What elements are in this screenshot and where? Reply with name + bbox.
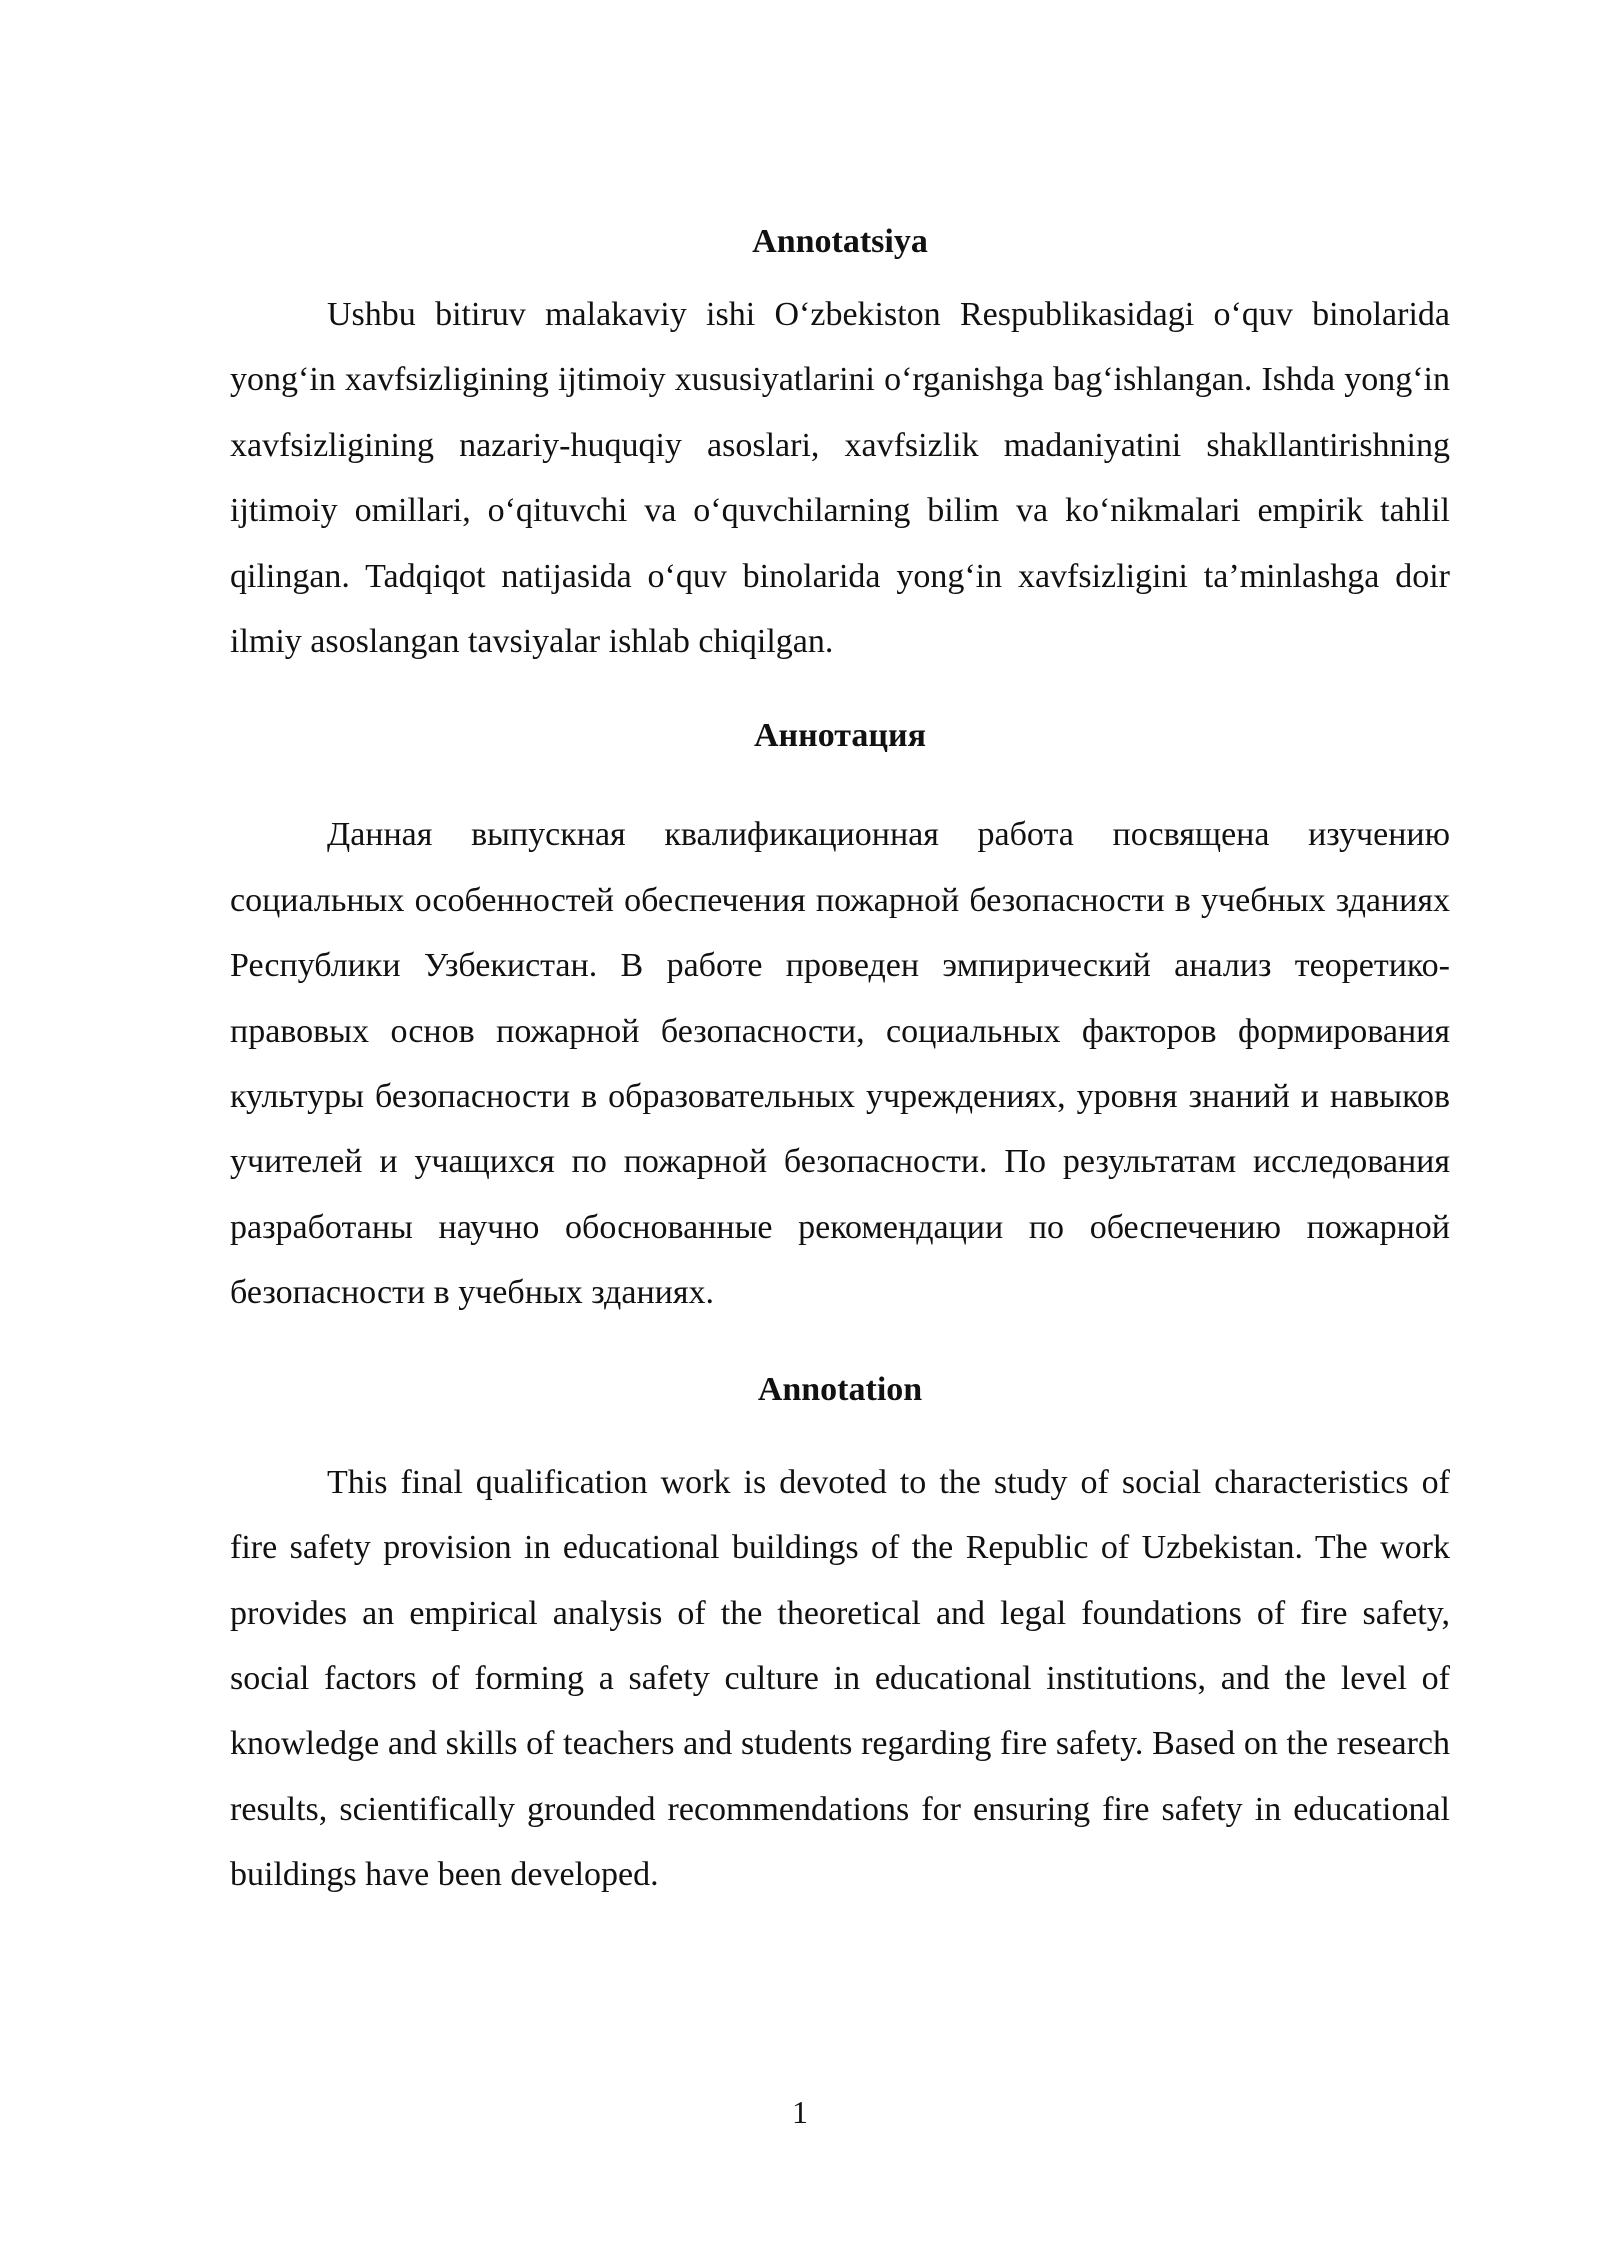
annotation-heading-uzbek: Annotatsiya xyxy=(752,223,928,260)
annotation-text-uzbek: Ushbu bitiruv malakaviy ishi O‘zbekiston Respublikasidagi o‘quv binolarida yong‘in xavfsizligining ijtimoiy xususiyatlarini o‘rganishga bag‘ishlangan. Ishda yong‘in xavfsizligining nazariy-huquqiy asoslari, xavfsizlik madaniyatini shakllantirishning ijtimoiy omillari, o‘qituvchi va o‘quvchilarning bilim va ko‘nikmalari empirik tahlil qilingan. Tadqiqot natijasida o‘quv binolarida yong‘in xavfsizligini ta’minlashga doir ilmiy asoslangan tavsiyalar ishlab chiqilgan. xyxy=(230,296,1450,661)
annotation-text-russian: Данная выпускная квалификационная работа посвящена изучению социальных особенностей обеспечения пожарной безопасности в учебных зданиях Республики Узбекистан. В работе проведен эмпирический анализ теоретико-правовых основ пожарной безопасности, социальных факторов формирования культуры безопасности в образовательных учреждениях, уровня знаний и навыков учителей и учащихся по пожарной безопасности. По результатам исследования разработаны научно обоснованные рекомендации по обеспечению пожарной безопасности в учебных зданиях. xyxy=(230,816,1450,1312)
annotation-heading-russian: Аннотация xyxy=(754,717,926,755)
page-content xyxy=(230,222,1450,1908)
annotation-heading-english: Annotation xyxy=(757,1370,923,1408)
annotation-text-english: This final qualification work is devoted to the study of social characteristics of fire safety provision in educational buildings of the Republic of Uzbekistan. The work provides an empirical analysis of the theoretical and legal foundations of fire safety, social factors of forming a safety culture in educational institutions, and the level of knowledge and skills of teachers and students regarding fire safety. Based on the research results, scientifically grounded recommendations for ensuring fire safety in educational buildings have been developed. xyxy=(230,1463,1450,1894)
page-number: 1 xyxy=(792,2094,808,2130)
